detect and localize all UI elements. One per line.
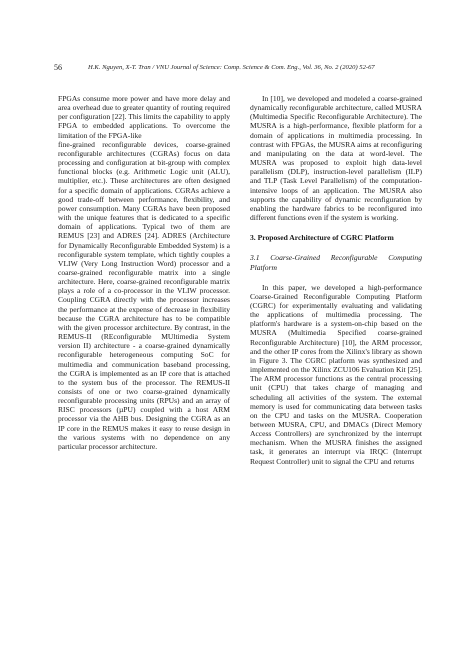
page-number: 56 — [54, 63, 62, 72]
journal-citation: H.K. Nguyen, X-T. Tran / VNU Journal of Science: Comp. Science & Com. Eng., Vol. 36, No. 2 (2020) 52-67 — [88, 64, 375, 71]
section-heading: 3. Proposed Architecture of CGRC Platform — [250, 233, 394, 243]
right-paragraph-2: In this paper, we developed a high-performance Coarse-Grained Reconfigurable Computing Platform (CGRC) for experimentally evaluating and validating the applications of multimedia processing. The platform's hardware is a system-on-chip based on the MUSRA (Multimedia Specified coarse-grained Reconfigurable Architecture) [10], the ARM processor, and the other IP cores from the Xilinx's library as shown in Figure 3. The CGRC platform was synthesized and implemented on the Xilinx ZCU106 Evaluation Kit [25]. The ARM processor functions as the central processing unit (CPU) that takes charge of managing and scheduling all activities of the system. The external memory is used for communicating data between tasks on the CPU and tasks on the MUSRA. Cooperation between MUSRA, CPU, and DMACs (Direct Memory Access Controllers) are synchronized by the interrupt mechanism. When the MUSRA finishes the assigned task, it generates an interrupt via IRQC (Interrupt Request Controller) unit to signal the CPU and returns — [250, 282, 422, 466]
left-paragraph-1: FPGAs consume more power and have more delay and area overhead due to greater quantity of routing required per configuration [22]. This limits the capability to apply FPGA to embedded applications. To overcome the limitation of the FPGA-like — [58, 94, 230, 140]
page-header — [54, 62, 434, 74]
right-paragraph-1: In [10], we developed and modeled a coarse-grained dynamically reconfigurable architecture, called MUSRA (Multimedia Specific Reconfigurable Architecture). The MUSRA is a high-performance, flexible platform for a domain of applications in multimedia processing. In contrast with FPGAs, the MUSRA aims at reconfiguring and manipulating on the data at word-level. The MUSRA was proposed to exploit high data-level parallelism (DLP), instruction-level parallelism (ILP) and TLP (Task Level Parallelism) of the computation-intensive loops of an application. The MUSRA also supports the capability of dynamic reconfiguration by enabling the hardware fabrics to be reconfigured into different functions even if the system is working. — [250, 94, 422, 223]
left-column — [58, 94, 230, 451]
right-column — [250, 94, 422, 466]
left-paragraph-2: fine-grained reconfigurable devices, coarse-grained reconfigurable architectures (CGRAs) focus on data processing and configuration at bit-group with complex functional blocks (e.g. Arithmetic Logic unit (ALU), multiplier, etc.). These architectures are often designed for a specific domain of applications. CGRAs achieve a good trade-off between performance, flexibility, and power consumption. Many CGRAs have been proposed with the unique features that is dedicated to a specific domain of applications. Typical two of them are REMUS [23] and ADRES [24]. ADRES (Architecture for Dynamically Reconfigurable Embedded System) is a reconfigurable system template, which tightly couples a VLIW (Very Long Instruction Word) processor and a coarse-grained reconfigurable matrix into a single architecture. Here, coarse-grained reconfigurable matrix plays a role of a co-processor in the VLIW processor. Coupling CGRA directly with the processor increases the performance at the expense of decrease in flexibility because the CGRA architecture has to be compatible with the given processor architecture. By contrast, in the REMUS-II (REconfigurable MUltimedia System version II) architecture - a coarse-grained dynamically reconfigurable heterogeneous computing SoC for multimedia and communication baseband processing, the CGRA is implemented as an IP core that is attached to the system bus of the processor. The REMUS-II consists of one or two coarse-grained dynamically reconfigurable processing units (RPUs) and an array of RISC processors (µPU) coupled with a host ARM processor via the AHB bus. Designing the CGRA as an IP core in the REMUS makes it easy to reuse design in the various systems with no dependence on any particular processor architecture. — [58, 139, 230, 451]
subsection-heading: 3.1 Coarse-Grained Reconfigurable Computing Platform — [250, 253, 422, 272]
